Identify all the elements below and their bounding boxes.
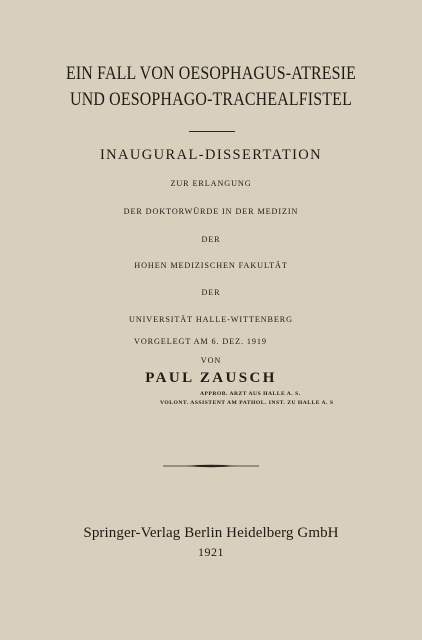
text-line-4: HOHEN MEDIZISCHEN FAKULTÄT — [134, 261, 288, 270]
author-affiliation-1: APPROB. ARZT AUS HALLE A. S. — [200, 391, 301, 397]
publication-year: 1921 — [198, 545, 224, 559]
title-divider — [189, 131, 235, 132]
presentation-date: VORGELEGT AM 6. DEZ. 1919 — [134, 337, 267, 346]
text-line-3: DER — [201, 235, 221, 244]
text-line-2: DER DOKTORWÜRDE IN DER MEDIZIN — [123, 207, 299, 216]
author-affiliation-2: VOLONT. ASSISTENT AM PATHOL. INST. ZU HALLE A. S — [160, 400, 334, 406]
ornamental-rule — [163, 463, 259, 469]
title-line-2: UND OESOPHAGO-TRACHEALFISTEL — [70, 90, 352, 110]
text-line-5: DER — [201, 288, 221, 297]
publisher: Springer-Verlag Berlin Heidelberg GmbH — [83, 525, 339, 541]
author-name: PAUL ZAUSCH — [145, 370, 277, 386]
by-label: VON — [200, 356, 222, 365]
text-line-1: ZUR ERLANGUNG — [170, 179, 252, 188]
title-line-1: EIN FALL VON OESOPHAGUS-ATRESIE — [65, 64, 357, 84]
dissertation-heading: INAUGURAL-DISSERTATION — [99, 147, 323, 163]
text-line-6: UNIVERSITÄT HALLE-WITTENBERG — [129, 315, 293, 324]
